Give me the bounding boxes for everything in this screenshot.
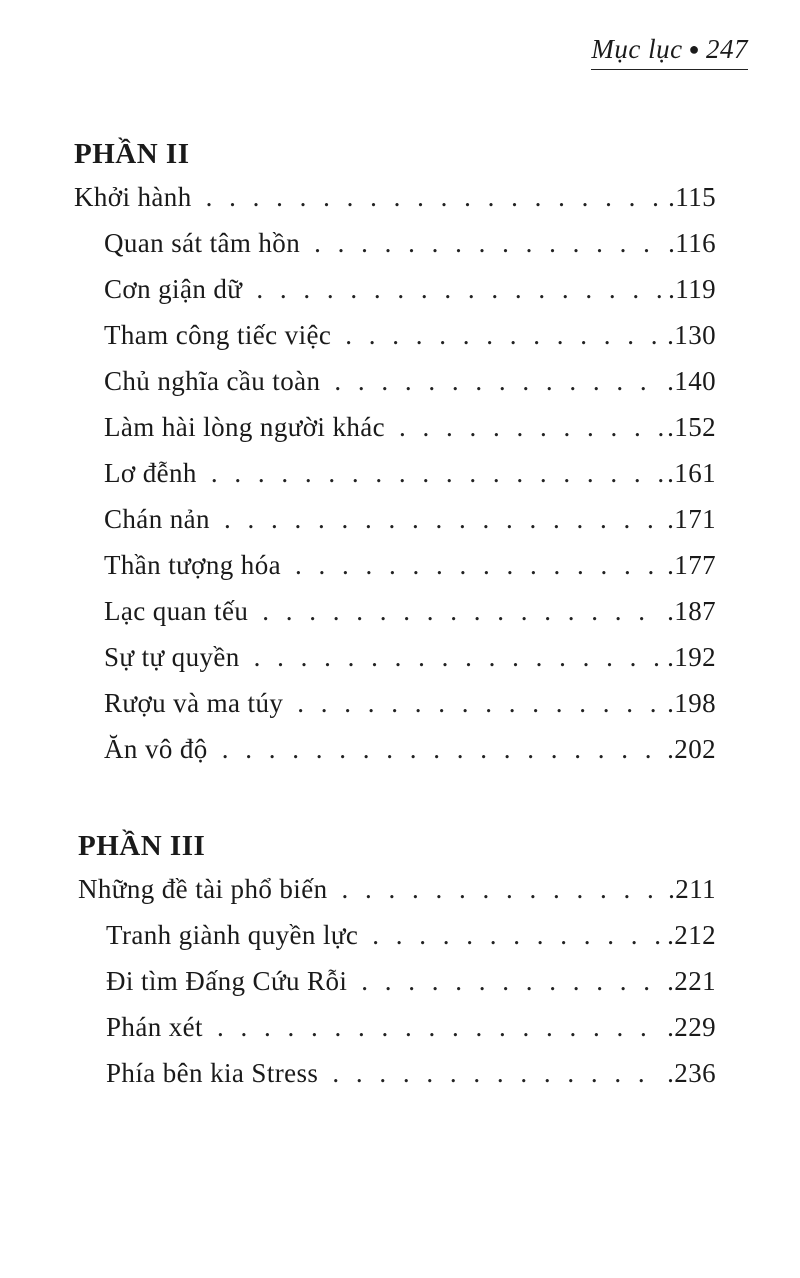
toc-entry-title: Phán xét [106, 1012, 203, 1042]
toc-entry-page: .211 [668, 874, 716, 904]
toc-entry-title: Lạc quan tếu [104, 596, 249, 626]
toc-entry-page: .140 [667, 366, 716, 396]
toc-entry[interactable] [104, 504, 716, 535]
dot-leader [256, 274, 664, 305]
toc-entry-title: Tranh giành quyền lực [106, 920, 359, 950]
dot-leader [206, 182, 665, 213]
toc-entry[interactable] [106, 920, 716, 951]
dot-leader [262, 596, 663, 627]
dot-leader [297, 688, 663, 719]
toc-entry-page: .192 [667, 642, 716, 672]
dot-leader [211, 458, 663, 489]
toc-entry-page: .221 [667, 966, 716, 996]
toc-entry-page: .202 [667, 734, 716, 764]
dot-leader [217, 1012, 663, 1043]
toc-entry-page: .130 [667, 320, 716, 350]
toc-entry[interactable] [104, 642, 716, 673]
dot-leader [345, 320, 663, 351]
toc-entry-title: Lơ đễnh [104, 458, 197, 488]
toc-entry[interactable] [104, 596, 716, 627]
toc-entry[interactable] [104, 274, 716, 305]
toc-entry-title: Đi tìm Đấng Cứu Rỗi [106, 966, 348, 996]
toc-entry-page: .116 [668, 228, 716, 258]
toc-entry-page: .161 [667, 458, 716, 488]
toc-entry-title: Chán nản [104, 504, 210, 534]
toc-entry-page: .152 [667, 412, 716, 442]
running-head-label: Mục lục [591, 34, 683, 64]
dot-leader [254, 642, 663, 673]
toc-entry-title: Thần tượng hóa [104, 550, 281, 580]
toc-entry-page: .198 [667, 688, 716, 718]
dot-leader [314, 228, 664, 259]
toc-entry[interactable] [104, 550, 716, 581]
toc-entry[interactable] [104, 734, 716, 765]
toc-entry-title: Quan sát tâm hồn [104, 228, 301, 258]
toc-entry-page: .212 [667, 920, 716, 950]
dot-leader [334, 366, 663, 397]
toc-entry[interactable] [106, 1012, 716, 1043]
toc-entry-page: .119 [668, 274, 716, 304]
toc-entry-page: .187 [667, 596, 716, 626]
toc-entry[interactable] [78, 874, 716, 905]
running-head-page-number: 247 [706, 34, 748, 64]
toc-entry-title: Khởi hành [74, 182, 192, 212]
toc-entry[interactable] [104, 320, 716, 351]
toc-entry[interactable] [106, 966, 716, 997]
dot-leader [222, 734, 663, 765]
toc-entry-title: Tham công tiếc việc [104, 320, 332, 350]
toc-entry[interactable] [104, 366, 716, 397]
toc-entry[interactable] [104, 228, 716, 259]
toc-entry-title: Làm hài lòng người khác [104, 412, 386, 442]
dot-leader [399, 412, 663, 443]
toc-entry-title: Cơn giận dữ [104, 274, 243, 304]
dot-leader [295, 550, 663, 581]
toc-entry-title: Sự tự quyền [104, 642, 240, 672]
toc-entry-page: .177 [667, 550, 716, 580]
toc-entry[interactable] [74, 182, 716, 213]
toc-entry-page: .229 [667, 1012, 716, 1042]
toc-entry-title: Ăn vô độ [104, 734, 208, 764]
toc-entry-title: Chủ nghĩa cầu toàn [104, 366, 321, 396]
toc-entry[interactable] [106, 1058, 716, 1089]
toc-entry[interactable] [104, 458, 716, 489]
running-head [591, 34, 748, 70]
toc-entry[interactable] [104, 412, 716, 443]
toc-entry-page: .171 [667, 504, 716, 534]
dot-leader [342, 874, 665, 905]
dot-leader [372, 920, 663, 951]
toc-entry-title: Rượu và ma túy [104, 688, 284, 718]
toc-entry-title: Phía bên kia Stress [106, 1058, 319, 1088]
section-heading-phan-3: PHẦN III [78, 830, 206, 862]
toc-entry-page: .115 [668, 182, 716, 212]
bullet-separator: ● [688, 39, 700, 59]
dot-leader [224, 504, 663, 535]
toc-entry-title: Những đề tài phổ biến [78, 874, 328, 904]
dot-leader [361, 966, 663, 997]
section-heading-phan-2: PHẦN II [74, 138, 190, 170]
dot-leader [332, 1058, 663, 1089]
toc-entry[interactable] [104, 688, 716, 719]
toc-entry-page: .236 [667, 1058, 716, 1088]
